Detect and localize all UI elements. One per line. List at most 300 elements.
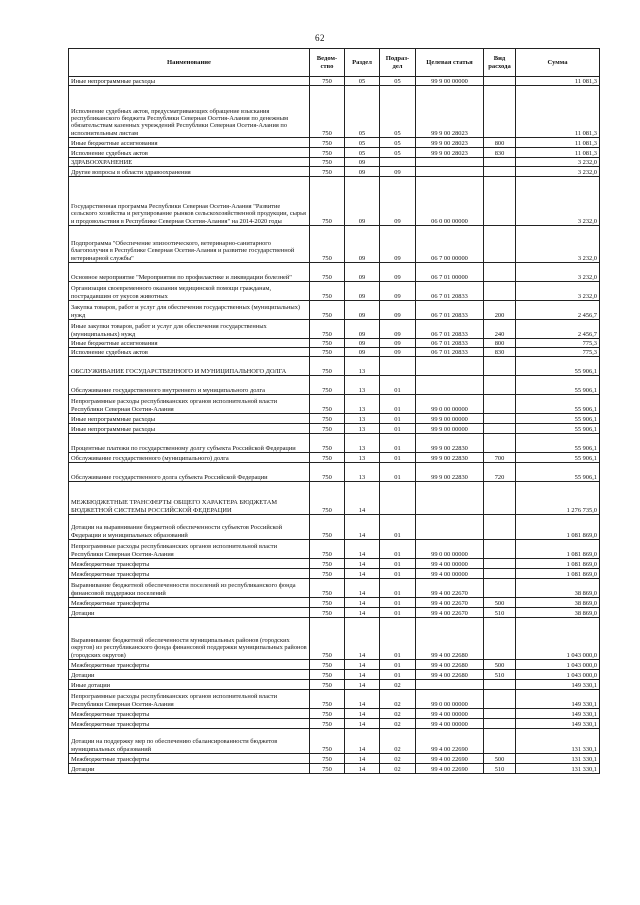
row-amount: 55 906,1	[516, 395, 600, 414]
row-expense-type	[484, 515, 516, 540]
row-expense-type	[484, 158, 516, 167]
row-section: 13	[345, 463, 380, 482]
row-ministry: 750	[310, 482, 345, 515]
row-subsection: 05	[380, 138, 416, 148]
row-name: Межбюджетные трансферты	[69, 754, 310, 764]
row-expense-type: 830	[484, 348, 516, 357]
row-ministry: 750	[310, 263, 345, 282]
row-name: Иные непрограммные расходы	[69, 414, 310, 424]
row-subsection	[380, 482, 416, 515]
row-subsection: 05	[380, 86, 416, 138]
row-amount: 149 330,1	[516, 709, 600, 719]
page-number: 62	[315, 33, 325, 43]
row-subsection: 05	[380, 77, 416, 86]
row-subsection	[380, 357, 416, 376]
row-expense-type: 510	[484, 670, 516, 680]
row-subsection: 02	[380, 680, 416, 690]
row-name: Иные закупки товаров, работ и услуг для обеспечения государственных (муниципальных) нужд	[69, 320, 310, 339]
row-expense-type	[484, 226, 516, 263]
row-subsection: 09	[380, 339, 416, 348]
row-amount: 3 232,0	[516, 282, 600, 301]
row-ministry: 750	[310, 598, 345, 608]
row-ministry: 750	[310, 569, 345, 579]
row-section: 05	[345, 86, 380, 138]
row-ministry: 750	[310, 226, 345, 263]
row-name: Межбюджетные трансферты	[69, 559, 310, 569]
table-row	[69, 559, 600, 569]
row-target: 06 7 01 20833	[416, 348, 484, 357]
row-ministry: 750	[310, 339, 345, 348]
row-expense-type: 510	[484, 764, 516, 774]
row-amount: 2 456,7	[516, 320, 600, 339]
row-ministry: 750	[310, 515, 345, 540]
row-name: Непрограммные расходы республиканских органов исполнительной власти Республики Северная Осетия-Алания	[69, 540, 310, 559]
row-target: 99 4 00 22690	[416, 764, 484, 774]
table-row	[69, 608, 600, 618]
row-expense-type	[484, 569, 516, 579]
row-name: Межбюджетные трансферты	[69, 660, 310, 670]
row-ministry: 750	[310, 463, 345, 482]
row-ministry: 750	[310, 579, 345, 598]
row-section: 09	[345, 282, 380, 301]
row-name: Межбюджетные трансферты	[69, 598, 310, 608]
row-target: 99 0 00 00000	[416, 395, 484, 414]
row-amount: 1 081 869,0	[516, 569, 600, 579]
row-target: 06 7 01 00000	[416, 263, 484, 282]
row-name: Непрограммные расходы республиканских органов исполнительной власти Республики Северная Осетия-Алания	[69, 690, 310, 709]
row-name: Иные непрограммные расходы	[69, 424, 310, 434]
row-expense-type	[484, 357, 516, 376]
row-expense-type: 830	[484, 148, 516, 158]
row-target: 99 4 00 00000	[416, 709, 484, 719]
row-subsection: 09	[380, 263, 416, 282]
table-row	[69, 357, 600, 376]
header-ministry: Ведом-ство	[310, 49, 345, 77]
row-target: 99 9 00 28023	[416, 148, 484, 158]
table-row	[69, 670, 600, 680]
table-row	[69, 376, 600, 395]
row-target: 99 4 00 00000	[416, 569, 484, 579]
table-row	[69, 618, 600, 660]
row-target: 99 0 00 00000	[416, 540, 484, 559]
row-target	[416, 680, 484, 690]
row-name: ЗДРАВООХРАНЕНИЕ	[69, 158, 310, 167]
row-amount: 131 330,1	[516, 764, 600, 774]
row-amount: 55 906,1	[516, 463, 600, 482]
table-row	[69, 395, 600, 414]
header-name: Наименование	[69, 49, 310, 77]
row-expense-type: 700	[484, 453, 516, 463]
row-name: Иные бюджетные ассигнования	[69, 138, 310, 148]
row-section: 14	[345, 559, 380, 569]
table-row	[69, 598, 600, 608]
row-ministry: 750	[310, 177, 345, 226]
row-subsection: 01	[380, 453, 416, 463]
row-subsection: 09	[380, 320, 416, 339]
row-section: 09	[345, 348, 380, 357]
row-target: 99 9 00 28023	[416, 86, 484, 138]
row-amount: 3 232,0	[516, 226, 600, 263]
row-name: Исполнение судебных актов	[69, 148, 310, 158]
row-ministry: 750	[310, 559, 345, 569]
row-subsection: 02	[380, 754, 416, 764]
row-ministry: 750	[310, 754, 345, 764]
row-section: 09	[345, 320, 380, 339]
row-expense-type	[484, 482, 516, 515]
row-subsection: 01	[380, 424, 416, 434]
row-subsection: 01	[380, 559, 416, 569]
row-subsection: 01	[380, 515, 416, 540]
row-ministry: 750	[310, 434, 345, 453]
table-row	[69, 540, 600, 559]
row-expense-type	[484, 177, 516, 226]
table-header-row	[69, 49, 600, 77]
row-expense-type: 800	[484, 138, 516, 148]
row-subsection: 01	[380, 608, 416, 618]
table-row	[69, 709, 600, 719]
row-amount: 38 869,0	[516, 579, 600, 598]
row-name: Подпрограмма "Обеспечение эпизоотического, ветеринарно-санитарного благополучия в Республике Северная Осетия-Алания и развитие государственной ветеринарной службы"	[69, 226, 310, 263]
row-name: Выравнивание бюджетной обеспеченности муниципальных районов (городских округов) из республиканского фонда финансовой поддержки муниципальных районов (городских округов)	[69, 618, 310, 660]
row-amount: 131 330,1	[516, 754, 600, 764]
row-name: Закупка товаров, работ и услуг для обеспечения государственных (муниципальных) нужд	[69, 301, 310, 320]
row-amount: 1 043 000,0	[516, 660, 600, 670]
row-target	[416, 167, 484, 177]
table-row	[69, 569, 600, 579]
row-target: 99 9 00 00000	[416, 77, 484, 86]
row-expense-type: 510	[484, 608, 516, 618]
row-ministry: 750	[310, 608, 345, 618]
row-amount: 3 232,0	[516, 177, 600, 226]
row-name: ОБСЛУЖИВАНИЕ ГОСУДАРСТВЕННОГО И МУНИЦИПАЛЬНОГО ДОЛГА	[69, 357, 310, 376]
row-ministry: 750	[310, 424, 345, 434]
row-name: Иные бюджетные ассигнования	[69, 339, 310, 348]
row-expense-type: 200	[484, 301, 516, 320]
row-target: 99 4 00 22680	[416, 660, 484, 670]
table-body	[69, 77, 600, 774]
row-name: Государственная программа Республики Северная Осетия-Алания "Развитие сельского хозяйства и регулирование рынков сельскохозяйственной продукции, сырья и продовольствия в Республике Северная Осетия-Алания" на 2014-2020 годы	[69, 177, 310, 226]
row-subsection: 01	[380, 414, 416, 424]
row-target: 99 4 00 22690	[416, 754, 484, 764]
table-row	[69, 77, 600, 86]
row-amount: 149 330,1	[516, 680, 600, 690]
row-expense-type	[484, 709, 516, 719]
row-subsection: 09	[380, 348, 416, 357]
table-row	[69, 690, 600, 709]
row-subsection: 01	[380, 598, 416, 608]
row-section: 14	[345, 608, 380, 618]
row-expense-type: 500	[484, 660, 516, 670]
row-name: Межбюджетные трансферты	[69, 709, 310, 719]
row-expense-type	[484, 618, 516, 660]
row-amount: 775,3	[516, 348, 600, 357]
row-ministry: 750	[310, 357, 345, 376]
row-target: 06 7 01 20833	[416, 301, 484, 320]
row-section: 14	[345, 690, 380, 709]
row-expense-type	[484, 559, 516, 569]
table-row	[69, 680, 600, 690]
row-target	[416, 158, 484, 167]
row-expense-type: 500	[484, 598, 516, 608]
row-target	[416, 376, 484, 395]
row-expense-type: 240	[484, 320, 516, 339]
row-ministry: 750	[310, 395, 345, 414]
row-amount: 11 081,3	[516, 138, 600, 148]
row-section: 09	[345, 301, 380, 320]
row-target: 99 9 00 22830	[416, 463, 484, 482]
table-row	[69, 515, 600, 540]
table-row	[69, 158, 600, 167]
table-row	[69, 414, 600, 424]
header-amount: Сумма	[516, 49, 600, 77]
table-row	[69, 719, 600, 729]
row-expense-type	[484, 579, 516, 598]
row-amount: 1 081 869,0	[516, 515, 600, 540]
table-row	[69, 348, 600, 357]
row-target: 99 4 00 22680	[416, 618, 484, 660]
row-section: 14	[345, 680, 380, 690]
row-section: 14	[345, 764, 380, 774]
row-amount: 131 330,1	[516, 729, 600, 754]
row-subsection: 02	[380, 719, 416, 729]
row-ministry: 750	[310, 709, 345, 719]
row-section: 14	[345, 579, 380, 598]
row-expense-type	[484, 376, 516, 395]
row-target: 06 7 00 00000	[416, 226, 484, 263]
row-amount: 38 869,0	[516, 598, 600, 608]
row-subsection: 02	[380, 764, 416, 774]
row-section: 14	[345, 709, 380, 719]
row-expense-type	[484, 77, 516, 86]
row-amount: 11 081,3	[516, 77, 600, 86]
row-section: 14	[345, 670, 380, 680]
row-amount: 149 330,1	[516, 719, 600, 729]
row-name: Дотации на выравнивание бюджетной обеспеченности субъектов Российской Федерации и муниципальных образований	[69, 515, 310, 540]
row-ministry: 750	[310, 670, 345, 680]
row-section: 09	[345, 226, 380, 263]
row-name: Основное мероприятие "Мероприятия по профилактике и ликвидации болезней"	[69, 263, 310, 282]
row-expense-type	[484, 86, 516, 138]
row-subsection: 01	[380, 434, 416, 453]
row-target: 99 9 00 22830	[416, 453, 484, 463]
row-expense-type	[484, 540, 516, 559]
row-ministry: 750	[310, 376, 345, 395]
row-amount: 1 081 869,0	[516, 540, 600, 559]
row-amount: 1 276 735,0	[516, 482, 600, 515]
row-target	[416, 482, 484, 515]
table-row	[69, 434, 600, 453]
table-row	[69, 138, 600, 148]
row-subsection: 01	[380, 670, 416, 680]
row-expense-type: 800	[484, 339, 516, 348]
row-subsection: 01	[380, 660, 416, 670]
row-ministry: 750	[310, 282, 345, 301]
row-name: Исполнение судебных актов	[69, 348, 310, 357]
row-ministry: 750	[310, 618, 345, 660]
row-target: 99 4 00 22690	[416, 729, 484, 754]
row-ministry: 750	[310, 158, 345, 167]
row-ministry: 750	[310, 540, 345, 559]
row-amount: 3 232,0	[516, 263, 600, 282]
header-section: Раздел	[345, 49, 380, 77]
row-name: Дотации	[69, 670, 310, 680]
row-name: Другие вопросы в области здравоохранения	[69, 167, 310, 177]
row-section: 05	[345, 148, 380, 158]
row-section: 14	[345, 719, 380, 729]
row-subsection: 01	[380, 569, 416, 579]
row-amount: 2 456,7	[516, 301, 600, 320]
row-name: Обслуживание государственного (муниципального) долга	[69, 453, 310, 463]
row-target: 99 4 00 22670	[416, 608, 484, 618]
budget-table	[68, 48, 600, 774]
row-section: 14	[345, 540, 380, 559]
row-subsection	[380, 158, 416, 167]
row-subsection: 01	[380, 395, 416, 414]
row-section: 14	[345, 618, 380, 660]
row-target	[416, 357, 484, 376]
row-name: Межбюджетные трансферты	[69, 569, 310, 579]
row-section: 13	[345, 376, 380, 395]
row-target: 99 4 00 22680	[416, 670, 484, 680]
row-target: 06 0 00 00000	[416, 177, 484, 226]
row-ministry: 750	[310, 167, 345, 177]
row-amount: 38 869,0	[516, 608, 600, 618]
row-section: 14	[345, 754, 380, 764]
table-row	[69, 579, 600, 598]
table-row	[69, 167, 600, 177]
table-row	[69, 177, 600, 226]
table-row	[69, 226, 600, 263]
row-subsection: 05	[380, 148, 416, 158]
row-target: 99 4 00 22670	[416, 579, 484, 598]
row-section: 13	[345, 395, 380, 414]
row-amount: 149 330,1	[516, 690, 600, 709]
row-name: Исполнение судебных актов, предусматривающих обращение взыскания республиканского бюджета Республики Северная Осетия-Алания по денежным обязательствам казенных учреждений Республики Северная Осетия-Алания по исполнительным листам	[69, 86, 310, 138]
row-ministry: 750	[310, 320, 345, 339]
row-target	[416, 515, 484, 540]
row-subsection: 02	[380, 729, 416, 754]
row-target: 99 4 00 00000	[416, 719, 484, 729]
row-section: 14	[345, 569, 380, 579]
row-target: 99 9 00 28023	[416, 138, 484, 148]
row-section: 14	[345, 729, 380, 754]
row-ministry: 750	[310, 719, 345, 729]
table-row	[69, 282, 600, 301]
row-amount: 11 081,3	[516, 86, 600, 138]
row-expense-type	[484, 282, 516, 301]
row-name: Межбюджетные трансферты	[69, 719, 310, 729]
row-target: 99 0 00 00000	[416, 690, 484, 709]
table-row	[69, 424, 600, 434]
table-row	[69, 482, 600, 515]
row-target: 99 4 00 00000	[416, 559, 484, 569]
row-section: 14	[345, 598, 380, 608]
row-subsection: 01	[380, 463, 416, 482]
row-section: 05	[345, 77, 380, 86]
row-name: Дотации	[69, 608, 310, 618]
row-name: Организация своевременного оказания медицинской помощи гражданам, пострадавшим от укусов животных	[69, 282, 310, 301]
row-subsection: 01	[380, 540, 416, 559]
table-row	[69, 301, 600, 320]
row-subsection: 09	[380, 226, 416, 263]
row-subsection: 09	[380, 282, 416, 301]
row-ministry: 750	[310, 729, 345, 754]
row-subsection: 02	[380, 709, 416, 719]
table-row	[69, 729, 600, 754]
row-expense-type	[484, 680, 516, 690]
row-section: 09	[345, 167, 380, 177]
row-expense-type	[484, 424, 516, 434]
table-row	[69, 339, 600, 348]
table-row	[69, 463, 600, 482]
table-row	[69, 86, 600, 138]
row-expense-type	[484, 729, 516, 754]
row-subsection: 09	[380, 177, 416, 226]
row-name: Дотации	[69, 764, 310, 774]
row-amount: 1 043 000,0	[516, 670, 600, 680]
row-ministry: 750	[310, 764, 345, 774]
row-section: 14	[345, 660, 380, 670]
row-amount: 55 906,1	[516, 414, 600, 424]
row-target: 99 9 00 00000	[416, 414, 484, 424]
row-ministry: 750	[310, 138, 345, 148]
row-subsection: 09	[380, 301, 416, 320]
row-name: Обслуживание государственного долга субъекта Российской Федерации	[69, 463, 310, 482]
row-target: 99 9 00 00000	[416, 424, 484, 434]
row-ministry: 750	[310, 453, 345, 463]
row-name: Иные дотации	[69, 680, 310, 690]
row-section: 14	[345, 482, 380, 515]
row-ministry: 750	[310, 86, 345, 138]
row-ministry: 750	[310, 301, 345, 320]
row-amount: 55 906,1	[516, 357, 600, 376]
table-row	[69, 660, 600, 670]
row-ministry: 750	[310, 148, 345, 158]
row-name: Дотации на поддержку мер по обеспечению сбалансированности бюджетов муниципальных образований	[69, 729, 310, 754]
row-amount: 55 906,1	[516, 376, 600, 395]
row-amount: 3 232,0	[516, 167, 600, 177]
row-expense-type	[484, 395, 516, 414]
table-row	[69, 764, 600, 774]
row-amount: 1 081 869,0	[516, 559, 600, 569]
row-ministry: 750	[310, 77, 345, 86]
row-section: 14	[345, 515, 380, 540]
row-name: Выравнивание бюджетной обеспеченности поселений из республиканского фонда финансовой поддержки поселений	[69, 579, 310, 598]
row-expense-type	[484, 434, 516, 453]
table-row	[69, 754, 600, 764]
row-subsection: 02	[380, 690, 416, 709]
row-name: Непрограммные расходы республиканских органов исполнительной власти Республики Северная Осетия-Алания	[69, 395, 310, 414]
row-section: 09	[345, 263, 380, 282]
row-subsection: 01	[380, 618, 416, 660]
row-expense-type	[484, 690, 516, 709]
row-expense-type: 720	[484, 463, 516, 482]
row-amount: 55 906,1	[516, 453, 600, 463]
row-section: 13	[345, 357, 380, 376]
row-section: 09	[345, 339, 380, 348]
row-target: 06 7 01 20833	[416, 320, 484, 339]
row-target: 99 4 00 22670	[416, 598, 484, 608]
header-subsection: Подраз-дел	[380, 49, 416, 77]
row-amount: 3 232,0	[516, 158, 600, 167]
row-expense-type	[484, 167, 516, 177]
row-subsection: 09	[380, 167, 416, 177]
row-section: 13	[345, 453, 380, 463]
row-ministry: 750	[310, 680, 345, 690]
row-target: 99 9 00 22830	[416, 434, 484, 453]
header-expense-type: Вид расхода	[484, 49, 516, 77]
row-ministry: 750	[310, 414, 345, 424]
